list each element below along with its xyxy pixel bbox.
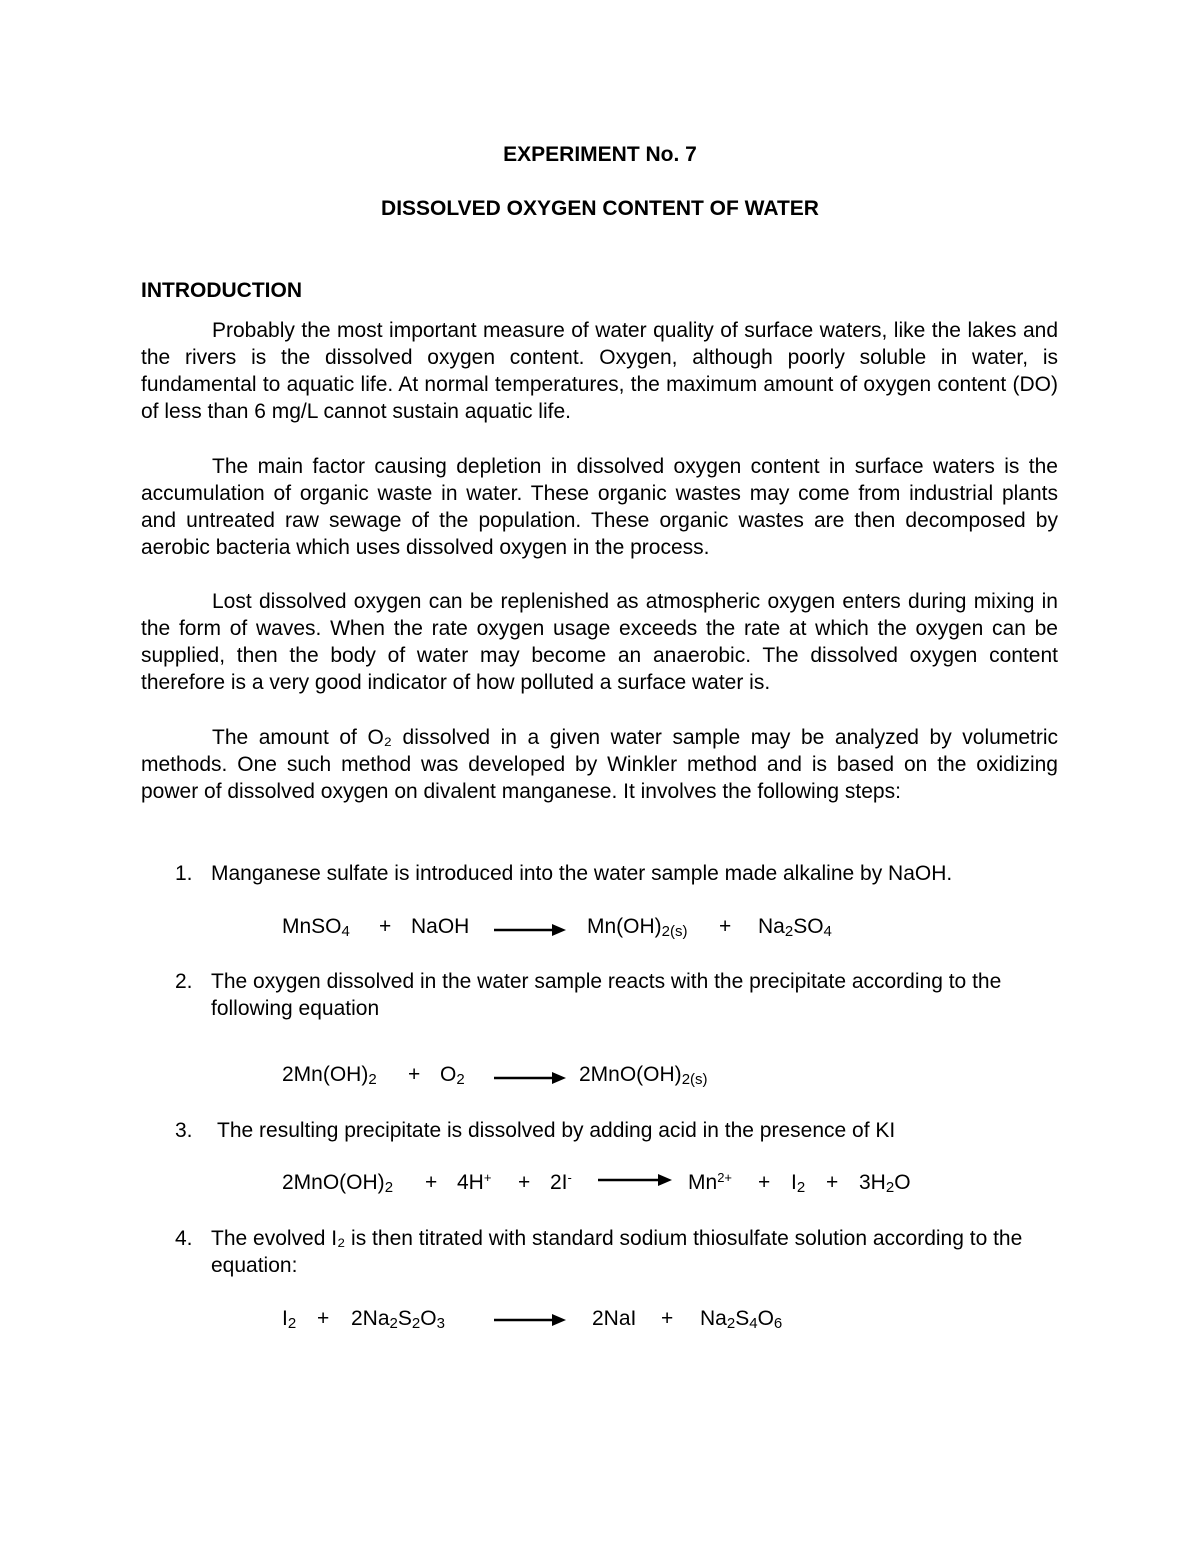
eq3-product-3: $3H_2O$ bbox=[859, 1171, 911, 1196]
eq2-reactant-2: $O_2$ bbox=[440, 1063, 465, 1088]
eq1-reactant-2: NaOH bbox=[411, 915, 470, 938]
eq4-reactant-1: $I_2$ bbox=[282, 1307, 297, 1332]
eq2-reactant-1: $2Mn(OH)_2$ bbox=[282, 1063, 377, 1088]
equation-3 bbox=[282, 1171, 942, 1201]
eq4-plus-1: + bbox=[317, 1307, 330, 1330]
eq1-product-2: $Na_2SO_4$ bbox=[758, 915, 832, 940]
reaction-arrow-icon bbox=[494, 923, 566, 937]
eq2-product-1: $2MnO(OH)_{2(s)}$ bbox=[579, 1063, 708, 1088]
eq3-reactant-1: $2MnO(OH)_2$ bbox=[282, 1171, 394, 1196]
equation-2 bbox=[282, 1063, 782, 1093]
experiment-subtitle: DISSOLVED OXYGEN CONTENT OF WATER bbox=[381, 197, 819, 220]
eq3-plus-2: + bbox=[518, 1171, 531, 1194]
step-4 bbox=[175, 1225, 1065, 1279]
eq1-product-1: $Mn(OH)_{2(s)}$ bbox=[587, 915, 688, 940]
equation-4 bbox=[282, 1307, 842, 1337]
paragraph-4-text: The amount of O₂ dissolved in a given water sample may be analyzed by volumetric methods. One such method was developed by Winkler method and is based on the oxidizing power of dissolved oxygen on divalent manganese. It involves the following steps: bbox=[141, 726, 1058, 803]
paragraph-3-text: Lost dissolved oxygen can be replenished as atmospheric oxygen enters during mixing in the form of waves. When the rate oxygen usage exceeds the rate at which the oxygen can be supplied, then the body of water may become an anaerobic. The dissolved oxygen content therefore is a very good indicator of how polluted a surface water is. bbox=[141, 590, 1058, 694]
experiment-title: EXPERIMENT No. 7 bbox=[503, 143, 697, 166]
eq4-product-1: 2NaI bbox=[592, 1307, 637, 1330]
paragraph-1-text: Probably the most important measure of water quality of surface waters, like the lakes and the rivers is the dissolved oxygen content. Oxygen, although poorly soluble in water, is fundamental to aquatic life. At normal temperatures, the maximum amount of oxygen content (DO) of less than 6 mg/L cannot sustain aquatic life. bbox=[141, 319, 1058, 423]
eq3-product-2: $I_2$ bbox=[791, 1171, 806, 1196]
eq4-reactant-2: $2Na_2S_2O_3$ bbox=[351, 1307, 445, 1332]
eq3-reactant-2: 4H+ bbox=[457, 1170, 492, 1194]
equation-1 bbox=[282, 915, 882, 945]
step-3 bbox=[175, 1117, 1065, 1144]
eq1-plus-2: + bbox=[719, 915, 732, 938]
eq4-plus-2: + bbox=[661, 1307, 674, 1330]
step-number: 2. bbox=[175, 970, 193, 993]
step-number: 1. bbox=[175, 862, 193, 885]
step-1 bbox=[175, 860, 1065, 887]
eq3-plus-4: + bbox=[826, 1171, 839, 1194]
step-text: The evolved I₂ is then titrated with standard sodium thiosulfate solution according to the equation: bbox=[211, 1227, 1023, 1277]
paragraph-2-text: The main factor causing depletion in dissolved oxygen content in surface waters is the accumulation of organic waste in water. These organic wastes may come from industrial plants and untreated raw sewage of the population. These organic wastes are then decomposed by aerobic bacteria which uses dissolved oxygen in the process. bbox=[141, 455, 1058, 559]
eq2-plus-1: + bbox=[408, 1063, 421, 1086]
paragraph-2 bbox=[141, 453, 1058, 561]
eq1-plus-1: + bbox=[379, 915, 392, 938]
introduction-heading: INTRODUCTION bbox=[141, 279, 302, 302]
reaction-arrow-icon bbox=[494, 1071, 566, 1085]
paragraph-1 bbox=[141, 317, 1058, 425]
eq1-reactant-1: MnSO$_4$ bbox=[282, 915, 350, 940]
eq4-product-2: $Na_2S_4O_6$ bbox=[700, 1307, 783, 1332]
step-2 bbox=[175, 968, 1065, 1022]
paragraph-4 bbox=[141, 724, 1058, 805]
reaction-arrow-icon bbox=[494, 1313, 566, 1327]
step-text: The oxygen dissolved in the water sample reacts with the precipitate according to the following equation bbox=[211, 970, 1002, 1020]
step-text: The resulting precipitate is dissolved by adding acid in the presence of KI bbox=[217, 1119, 896, 1142]
eq3-product-1: $Mn^{2+}$ bbox=[688, 1170, 733, 1194]
step-text: Manganese sulfate is introduced into the water sample made alkaline by NaOH. bbox=[211, 862, 953, 885]
eq3-plus-1: + bbox=[425, 1171, 438, 1194]
paragraph-3 bbox=[141, 588, 1058, 696]
step-number: 3. bbox=[175, 1119, 193, 1142]
step-number: 4. bbox=[175, 1227, 193, 1250]
eq3-plus-3: + bbox=[758, 1171, 771, 1194]
reaction-arrow-icon bbox=[598, 1173, 672, 1187]
eq3-reactant-3: 2I- bbox=[550, 1170, 572, 1194]
